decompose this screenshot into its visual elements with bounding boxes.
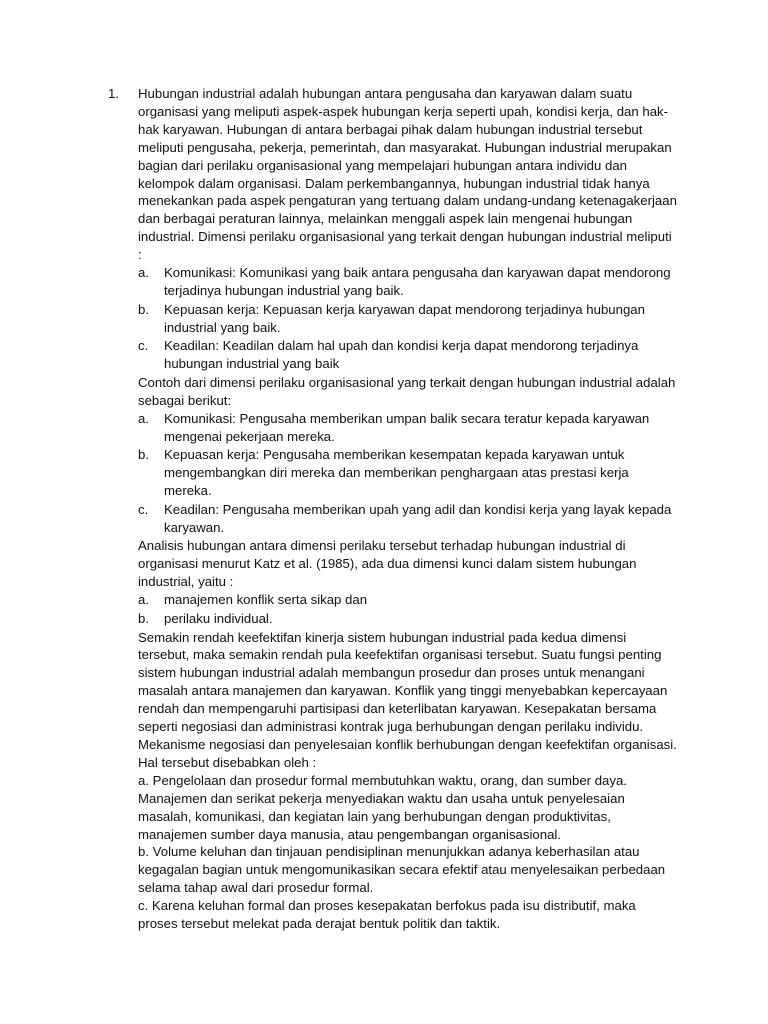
examples-list [138, 410, 678, 537]
analysis-intro-paragraph: Analisis hubungan antara dimensi perilaku tersebut terhadap hubungan industrial di organisasi menurut Katz et al. (1985), ada dua dimensi kunci dalam sistem hubungan industrial, yaitu : [138, 538, 637, 590]
list-item-text: manajemen konflik serta sikap dan [164, 592, 368, 608]
reason-c-paragraph: c. Karena keluhan formal dan proses kesepakatan berfokus pada isu distributif, maka proses tersebut melekat pada derajat bentuk politik dan taktik. [138, 898, 636, 932]
list-marker: a. [138, 265, 149, 281]
list-item [138, 610, 678, 628]
list-marker: a. [138, 410, 149, 426]
dimensions-list [138, 264, 678, 373]
list-item-text: Kepuasan kerja: Pengusaha memberikan kesempatan kepada karyawan untuk mengembangkan diri mereka dan memberikan penghargaan atas prestasi kerja mereka. [164, 447, 629, 499]
list-item-text: Kepuasan kerja: Kepuasan kerja karyawan dapat mendorong terjadinya hubungan industrial yang baik. [164, 301, 645, 335]
list-item [138, 591, 678, 609]
list-item [138, 264, 678, 300]
list-item [138, 410, 678, 446]
list-item-text: Komunikasi: Pengusaha memberikan umpan balik secara teratur kepada karyawan mengenai pekerjaan mereka. [164, 410, 650, 444]
effectiveness-paragraph: Semakin rendah keefektifan kinerja sistem hubungan industrial pada kedua dimensi tersebut, maka semakin rendah pula keefektifan organisasi tersebut. Suatu fungsi penting sistem hubungan industrial adalah membangun prosedur dan proses untuk menangani masalah antara manajemen dan karyawan. Konflik yang tinggi menyebabkan kepercayaan rendah dan mempengaruhi partisipasi dan keterlibatan karyawan. Kesepakatan bersama seperti negosiasi dan administrasi kontrak juga berhubungan dengan perilaku individu. Mekanisme negosiasi dan penyelesaian konflik berhubungan dengan keefektifan organisasi. Hal tersebut disebabkan oleh : [138, 629, 677, 770]
list-item [138, 301, 678, 337]
list-item [138, 446, 678, 500]
list-item [138, 337, 678, 373]
list-marker: b. [138, 610, 149, 626]
list-marker: b. [138, 447, 149, 463]
examples-intro-paragraph: Contoh dari dimensi perilaku organisasional yang terkait dengan hubungan industrial adalah sebagai berikut: [138, 374, 676, 408]
list-marker: a. [138, 592, 149, 608]
numbered-item-1 [108, 85, 678, 933]
list-item-text: Keadilan: Pengusaha memberikan upah yang adil dan kondisi kerja yang layak kepada karyawan. [164, 501, 672, 535]
key-dimensions-list [138, 591, 678, 628]
intro-paragraph: Hubungan industrial adalah hubungan antara pengusaha dan karyawan dalam suatu organisasi yang meliputi aspek-aspek hubungan kerja seperti upah, kondisi kerja, dan hak-hak karyawan. Hubungan di antara berbagai pihak dalam hubungan industrial tersebut meliputi pengusaha, pekerja, pemerintah, dan masyarakat. Hubungan industrial merupakan bagian dari perilaku organisasional yang mempelajari hubungan antara individu dan kelompok dalam organisasi. Dalam perkembangannya, hubungan industrial tidak hanya menekankan pada aspek pengaturan yang tertuang dalam undang-undang ketenagakerjaan dan berbagai peraturan lainnya, melainkan menggali aspek lain mengenai hubungan industrial. Dimensi perilaku organisasional yang terkait dengan hubungan industrial meliputi : [138, 86, 677, 263]
list-item [138, 501, 678, 537]
item-number: 1. [108, 86, 119, 101]
list-marker: b. [138, 301, 149, 317]
list-item-text: Keadilan: Keadilan dalam hal upah dan kondisi kerja dapat mendorong terjadinya hubungan industrial yang baik [164, 338, 639, 372]
list-marker: c. [138, 338, 149, 354]
list-item-text: Komunikasi: Komunikasi yang baik antara pengusaha dan karyawan dapat mendorong terjadinya hubungan industrial yang baik. [164, 265, 671, 298]
item-body [138, 85, 678, 933]
list-marker: c. [138, 501, 149, 517]
reason-a-paragraph: a. Pengelolaan dan prosedur formal membutuhkan waktu, orang, dan sumber daya. Manajemen dan serikat pekerja menyediakan waktu dan usaha untuk penyelesaian masalah, komunikasi, dan kegiatan lain yang berhubungan dengan produktivitas, manajemen sumber daya manusia, atau pengembangan organisasional. [138, 772, 627, 842]
document-content [108, 85, 678, 933]
list-item-text: perilaku individual. [164, 610, 273, 626]
reason-b-paragraph: b. Volume keluhan dan tinjauan pendisiplinan menunjukkan adanya keberhasilan atau kegagalan bagian untuk mengomunikasikan secara efektif atau menyelesaikan perbedaan selama tahap awal dari prosedur formal. [138, 844, 666, 896]
